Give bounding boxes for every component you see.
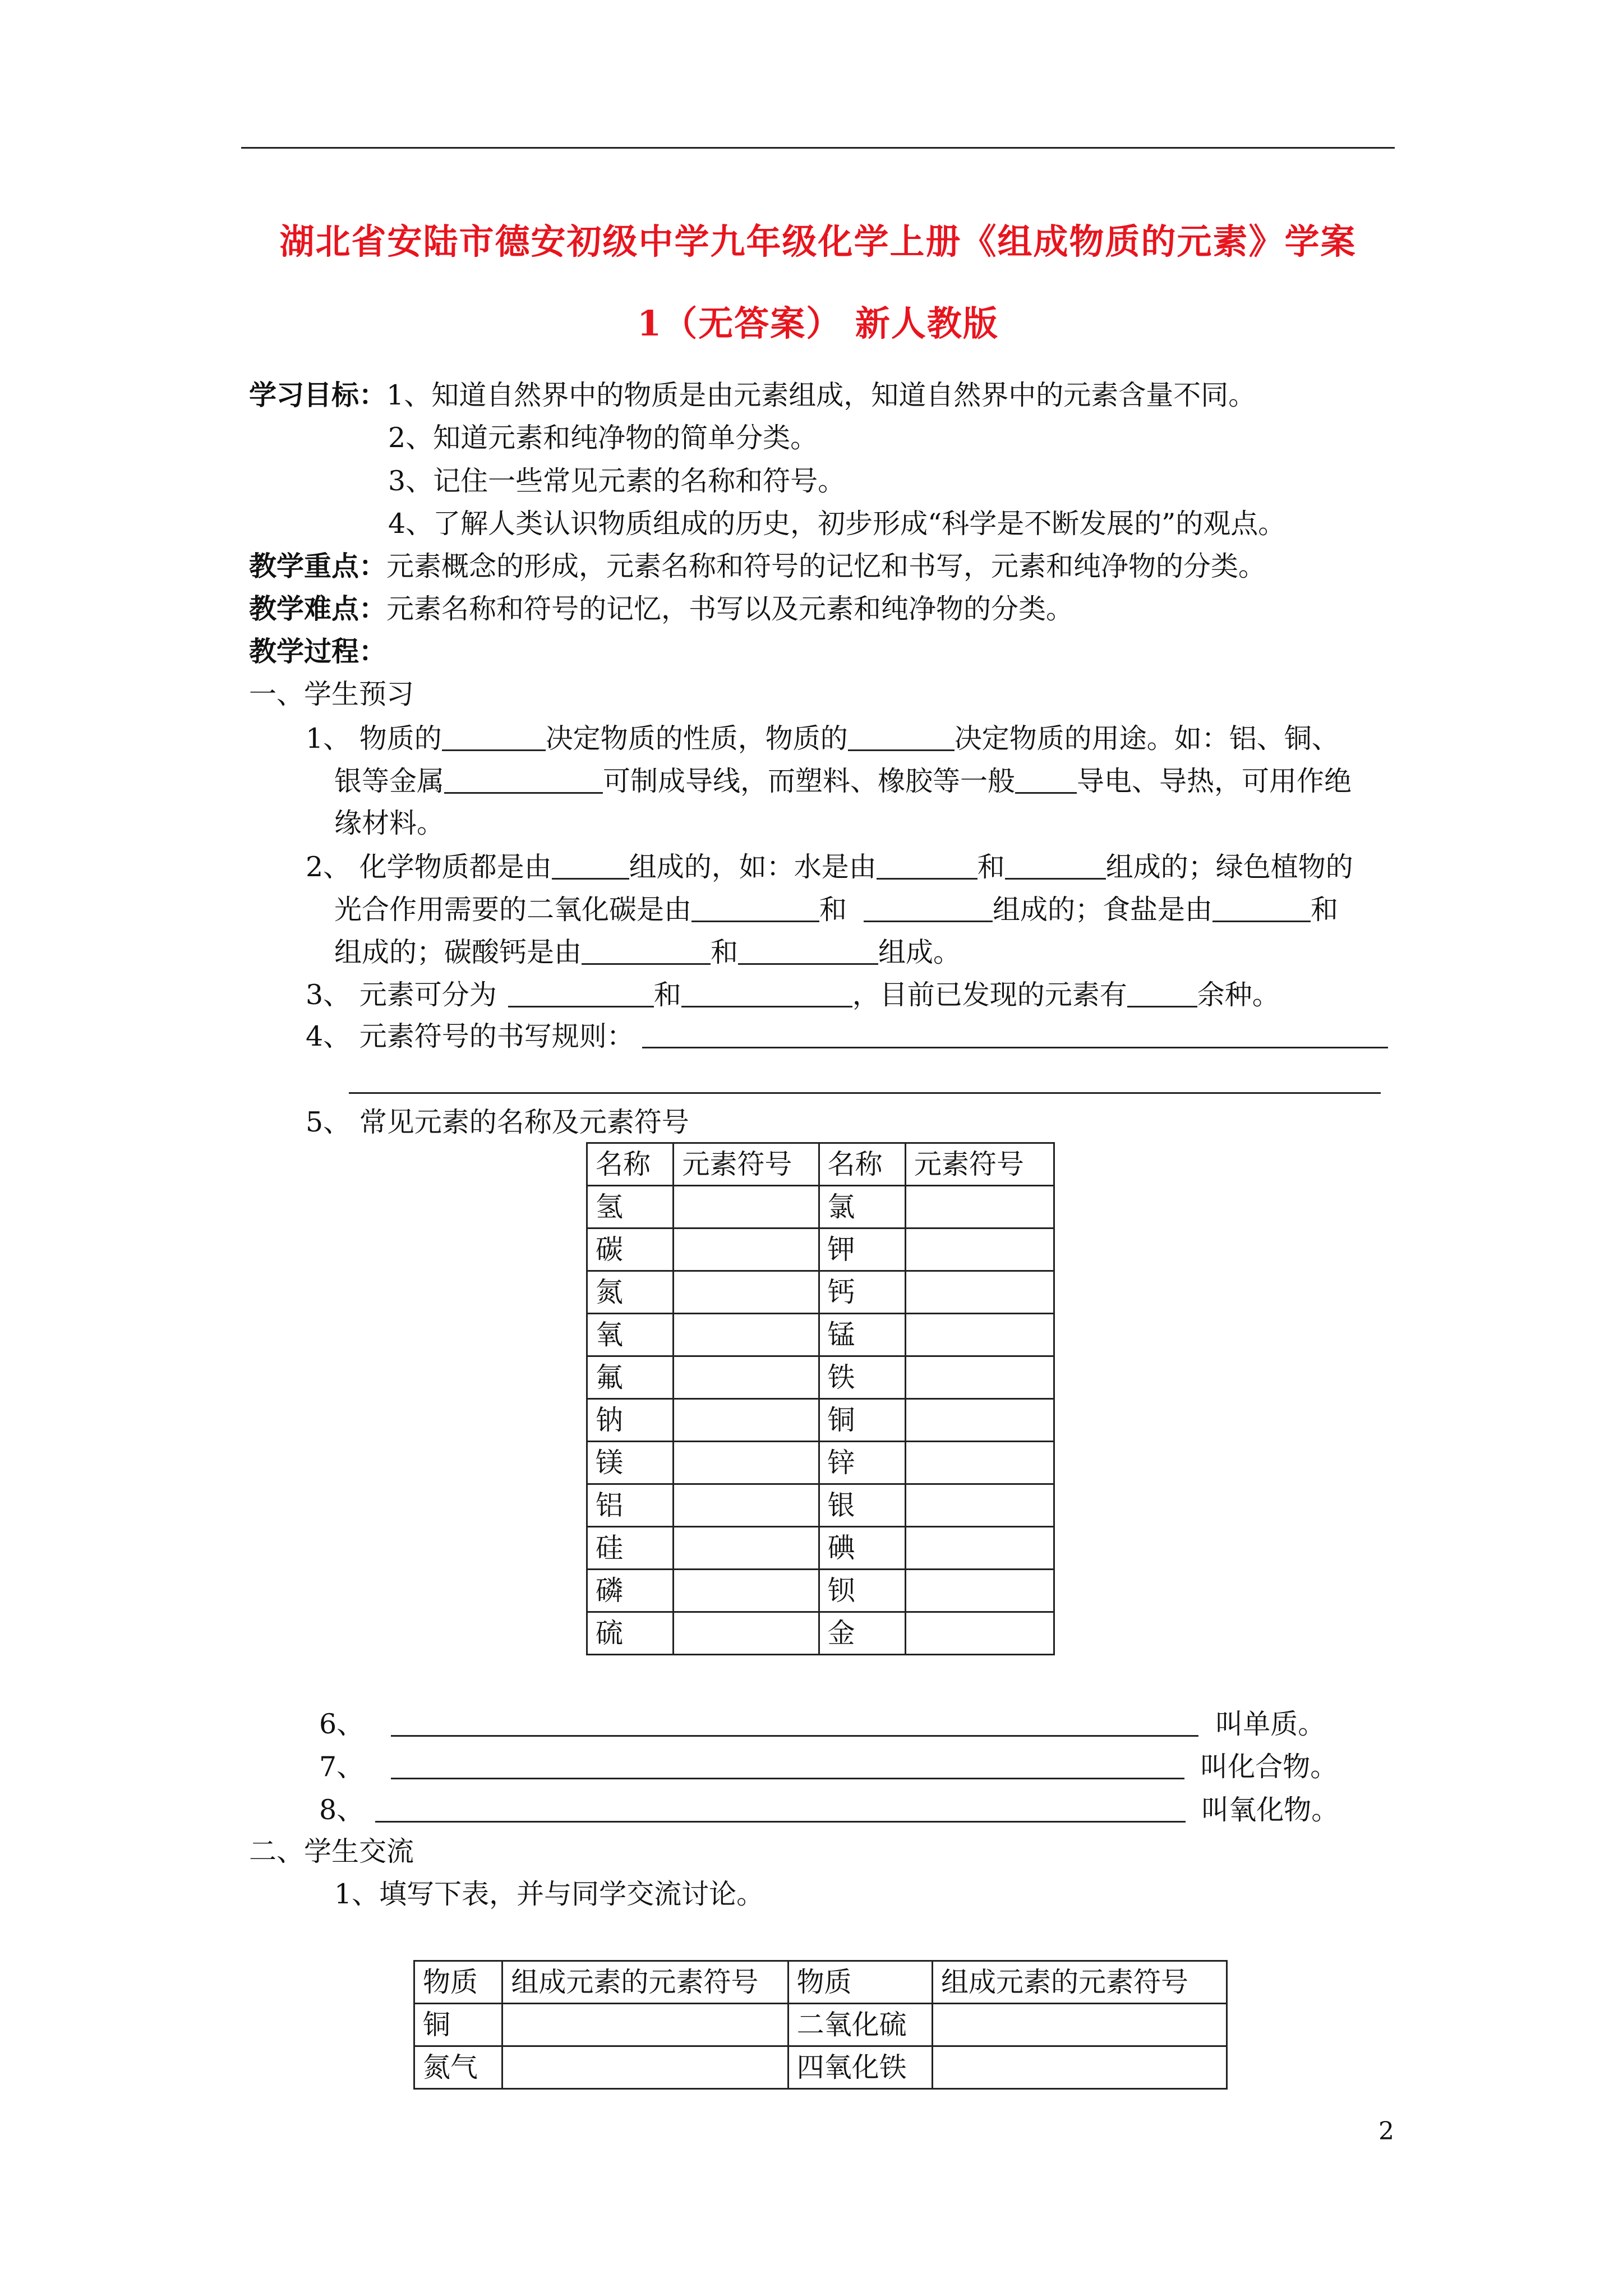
- answer-blank[interactable]: [508, 980, 654, 1007]
- objective-item: 3、记住一些常见元素的名称和符号。: [388, 465, 846, 497]
- answer-blank[interactable]: [1212, 895, 1311, 922]
- table-header-cell: 组成元素的元素符号: [502, 1961, 788, 2004]
- answer-blank[interactable]: [738, 937, 878, 965]
- table-cell: 钠: [587, 1399, 674, 1442]
- question-1-line2: 银等金属 可制成导线，而塑料、橡胶等一般 导电、导热，可用作绝: [334, 765, 1352, 797]
- table-cell: 锌: [819, 1442, 905, 1484]
- table-cell: 铝: [587, 1484, 674, 1527]
- answer-blank[interactable]: [1127, 980, 1197, 1007]
- difficulty: [249, 592, 1074, 625]
- substance-table: [413, 1960, 1228, 2090]
- table-row: [587, 1399, 1054, 1442]
- answer-cell[interactable]: [502, 2004, 788, 2046]
- table-header-cell: 元素符号: [674, 1143, 819, 1186]
- table-row: [587, 1484, 1054, 1527]
- section1-heading: 一、学生预习: [249, 678, 414, 710]
- question-1-line3: 缘材料。: [334, 807, 445, 839]
- page-number: 2: [1378, 2117, 1394, 2146]
- question-1: 1、 物质的 决定物质的性质，物质的 决定物质的用途。如：铝、铜、: [306, 723, 1339, 754]
- table-cell: 氢: [587, 1186, 674, 1228]
- page-title-line2: 1（无答案） 新人教版: [637, 303, 999, 344]
- table-cell: 硅: [587, 1527, 674, 1570]
- answer-cell[interactable]: [933, 2004, 1227, 2046]
- answer-cell[interactable]: [905, 1484, 1054, 1527]
- answer-cell[interactable]: [933, 2046, 1227, 2089]
- answer-cell[interactable]: [905, 1356, 1054, 1399]
- answer-blank[interactable]: [375, 1795, 1186, 1823]
- table-header-cell: 组成元素的元素符号: [933, 1961, 1227, 2004]
- answer-line[interactable]: [349, 1092, 1381, 1094]
- table-row: [414, 2004, 1227, 2046]
- process-label: 教学过程：: [249, 635, 387, 668]
- answer-cell[interactable]: [674, 1484, 819, 1527]
- answer-blank[interactable]: [391, 1709, 1198, 1737]
- table-cell: 碳: [587, 1228, 674, 1271]
- table-row: [587, 1228, 1054, 1271]
- table-row: [587, 1570, 1054, 1612]
- answer-cell[interactable]: [674, 1570, 819, 1612]
- table-row: [587, 1612, 1054, 1655]
- answer-cell[interactable]: [674, 1228, 819, 1271]
- header-rule: [241, 147, 1395, 149]
- table-cell: 氮气: [414, 2046, 502, 2089]
- table-header-row: [587, 1143, 1054, 1186]
- table-row: [587, 1527, 1054, 1570]
- answer-cell[interactable]: [905, 1314, 1054, 1356]
- table-cell: 四氧化铁: [788, 2046, 932, 2089]
- objective-item: 1、知道自然界中的物质是由元素组成，知道自然界中的元素含量不同。: [386, 379, 1256, 411]
- table-row: [587, 1271, 1054, 1314]
- key-point: [249, 550, 1266, 582]
- table-cell: 锰: [819, 1314, 905, 1356]
- key-point-label: 教学重点：: [249, 550, 387, 582]
- section2-instruction: 1、填写下表，并与同学交流讨论。: [334, 1878, 764, 1910]
- answer-line[interactable]: [642, 1047, 1388, 1048]
- table-cell: 铁: [819, 1356, 905, 1399]
- table-cell: 钡: [819, 1570, 905, 1612]
- question-4: 4、 元素符号的书写规则：: [306, 1020, 634, 1052]
- answer-cell[interactable]: [905, 1442, 1054, 1484]
- answer-cell[interactable]: [905, 1271, 1054, 1314]
- question-2-line3: 组成的；碳酸钙是由 和 组成。: [334, 936, 961, 968]
- table-cell: 银: [819, 1484, 905, 1527]
- question-3: 3、 元素可分为 和 ，目前已发现的元素有 余种。: [306, 979, 1280, 1011]
- answer-cell[interactable]: [674, 1314, 819, 1356]
- table-cell: 氧: [587, 1314, 674, 1356]
- table-row: [587, 1356, 1054, 1399]
- objective-item: 2、知道元素和纯净物的简单分类。: [388, 422, 818, 454]
- objectives-label: 学习目标：: [249, 379, 387, 411]
- objective-item: 4、了解人类认识物质组成的历史，初步形成“科学是不断发展的”的观点。: [388, 508, 1286, 540]
- answer-cell[interactable]: [905, 1527, 1054, 1570]
- answer-cell[interactable]: [674, 1527, 819, 1570]
- table-row: [587, 1186, 1054, 1228]
- table-header-cell: 名称: [819, 1143, 905, 1186]
- question-8: 8、 叫氧化物。: [319, 1794, 1339, 1826]
- table-header-row: [414, 1961, 1227, 2004]
- answer-cell[interactable]: [674, 1442, 819, 1484]
- page-title: 湖北省安陆市德安初级中学九年级化学上册《组成物质的元素》学案: [279, 221, 1357, 262]
- answer-blank[interactable]: [681, 980, 852, 1007]
- table-cell: 铜: [819, 1399, 905, 1442]
- table-cell: 钙: [819, 1271, 905, 1314]
- table-header-cell: 名称: [587, 1143, 674, 1186]
- question-2: 2、 化学物质都是由 组成的，如：水是由 和 组成的；绿色植物的: [306, 851, 1353, 883]
- answer-blank[interactable]: [1015, 766, 1077, 794]
- question-6: 6、 叫单质。: [319, 1708, 1326, 1740]
- objectives: [249, 381, 1256, 409]
- answer-cell[interactable]: [674, 1612, 819, 1655]
- table-cell: 磷: [587, 1570, 674, 1612]
- question-7: 7、 叫化合物。: [319, 1751, 1338, 1783]
- table-cell: 氮: [587, 1271, 674, 1314]
- table-cell: 金: [819, 1612, 905, 1655]
- table-header-cell: 元素符号: [905, 1143, 1054, 1186]
- answer-cell[interactable]: [905, 1570, 1054, 1612]
- difficulty-label: 教学难点：: [249, 592, 387, 625]
- answer-cell[interactable]: [674, 1399, 819, 1442]
- key-point-text: 元素概念的形成，元素名称和符号的记忆和书写，元素和纯净物的分类。: [386, 550, 1266, 582]
- answer-cell[interactable]: [502, 2046, 788, 2089]
- difficulty-text: 元素名称和符号的记忆，书写以及元素和纯净物的分类。: [386, 593, 1074, 625]
- answer-blank[interactable]: [444, 766, 603, 794]
- element-table: [586, 1142, 1055, 1655]
- section2-heading: 二、学生交流: [249, 1835, 414, 1867]
- answer-blank[interactable]: [391, 1752, 1184, 1779]
- table-cell: 硫: [587, 1612, 674, 1655]
- answer-cell[interactable]: [905, 1399, 1054, 1442]
- table-cell: 铜: [414, 2004, 502, 2046]
- answer-blank[interactable]: [877, 852, 978, 880]
- table-row: [414, 2046, 1227, 2089]
- table-cell: 二氧化硫: [788, 2004, 932, 2046]
- question-2-line2: 光合作用需要的二氧化碳是由 和 组成的；食盐是由 和: [334, 894, 1339, 926]
- table-cell: 镁: [587, 1442, 674, 1484]
- table-header-cell: 物质: [414, 1961, 502, 2004]
- answer-blank[interactable]: [691, 895, 819, 922]
- answer-blank[interactable]: [582, 937, 711, 965]
- table-cell: 氯: [819, 1186, 905, 1228]
- answer-cell[interactable]: [674, 1271, 819, 1314]
- answer-cell[interactable]: [674, 1186, 819, 1228]
- question-5: 5、 常见元素的名称及元素符号: [306, 1106, 689, 1138]
- answer-cell[interactable]: [905, 1228, 1054, 1271]
- table-cell: 氟: [587, 1356, 674, 1399]
- table-row: [587, 1314, 1054, 1356]
- answer-blank[interactable]: [864, 895, 993, 922]
- table-cell: 钾: [819, 1228, 905, 1271]
- table-cell: 碘: [819, 1527, 905, 1570]
- answer-blank[interactable]: [1005, 852, 1106, 880]
- table-header-cell: 物质: [788, 1961, 932, 2004]
- answer-cell[interactable]: [905, 1186, 1054, 1228]
- answer-blank[interactable]: [552, 852, 629, 880]
- answer-blank[interactable]: [848, 724, 955, 751]
- table-row: [587, 1442, 1054, 1484]
- answer-cell[interactable]: [905, 1612, 1054, 1655]
- answer-blank[interactable]: [442, 724, 546, 751]
- answer-cell[interactable]: [674, 1356, 819, 1399]
